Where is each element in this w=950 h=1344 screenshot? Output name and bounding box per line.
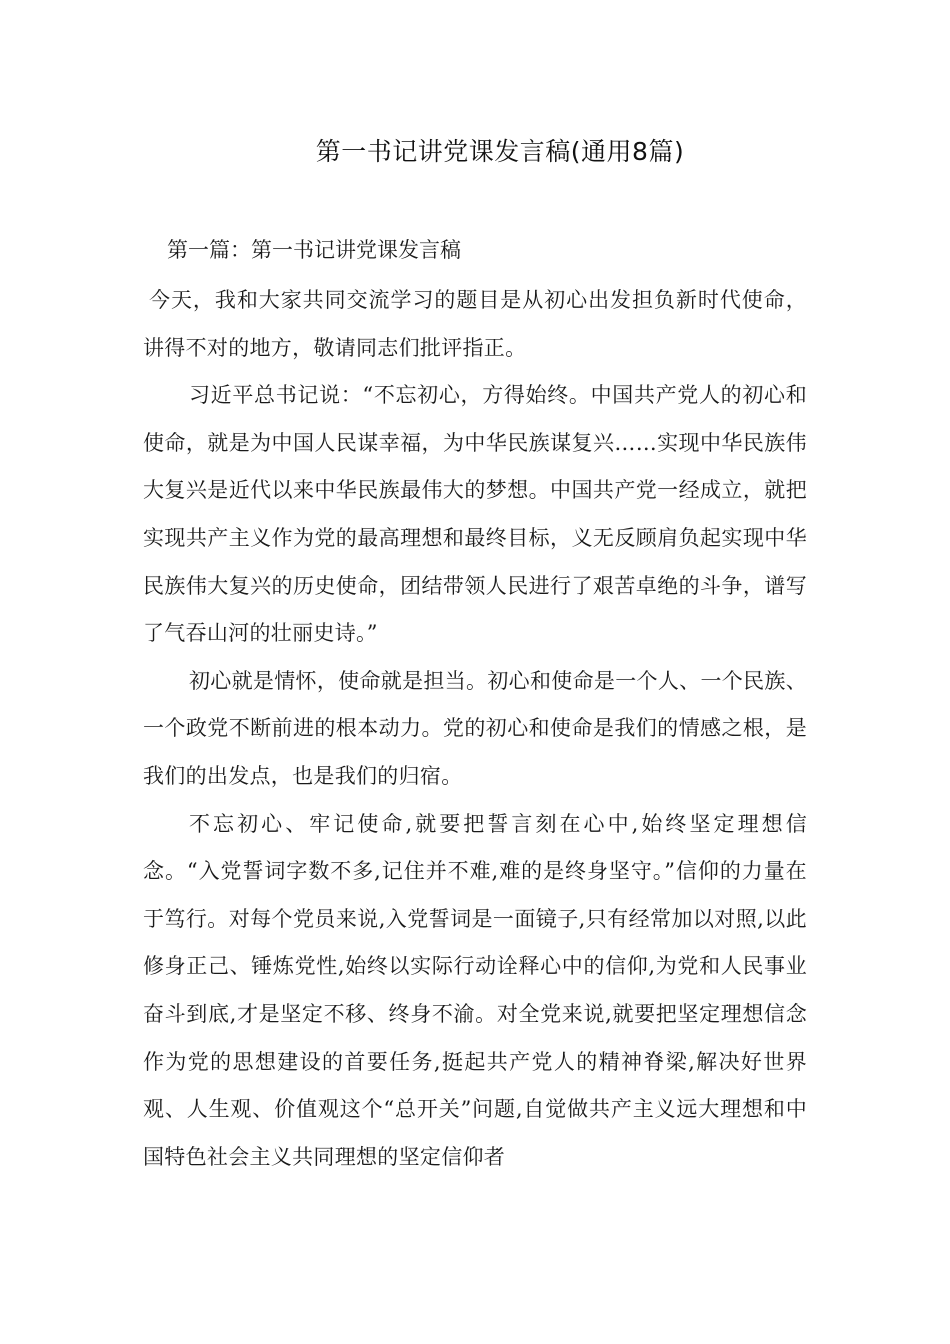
section-heading: 第一篇：第一书记讲党课发言稿	[167, 238, 461, 262]
document-title: 第一书记讲党课发言稿(通用8篇)	[315, 137, 685, 166]
paragraph: 不忘初心、牢记使命,就要把誓言刻在心中,始终坚定理想信念。“入党誓词字数不多,记住并不难,难的是终身坚守。”信仰的力量在于笃行。对每个党员来说,入党誓词是一面镜子,只有经常加以对照,以此修身正己、锤炼党性,始终以实际行动诠释心中的信仰,为党和人民事业奋斗到底,才是坚定不移、终身不渝。对全党来说,就要把坚定理想信念作为党的思想建设的首要任务,挺起共产党人的精神脊梁,解决好世界观、人生观、价值观这个“总开关”问题,自觉做共产主义远大理想和中国特色社会主义共同理想的坚定信仰者	[143, 811, 807, 1169]
paragraph: 习近平总书记说：“不忘初心，方得始终。中国共产党人的初心和使命，就是为中国人民谋幸福，为中华民族谋复兴……实现中华民族伟大复兴是近代以来中华民族最伟大的梦想。中国共产党一经成立，就把实现共产主义作为党的最高理想和最终目标，义无反顾肩负起实现中华民族伟大复兴的历史使命，团结带领人民进行了艰苦卓绝的斗争，谱写了气吞山河的壮丽史诗。”	[143, 383, 807, 646]
paragraph: 今天，我和大家共同交流学习的题目是从初心出发担负新时代使命，讲得不对的地方，敬请同志们批评指正。	[143, 288, 807, 360]
document-body	[143, 230, 807, 1181]
paragraph: 初心就是情怀，使命就是担当。初心和使命是一个人、一个民族、一个政党不断前进的根本动力。党的初心和使命是我们的情感之根，是我们的出发点，也是我们的归宿。	[143, 668, 807, 788]
